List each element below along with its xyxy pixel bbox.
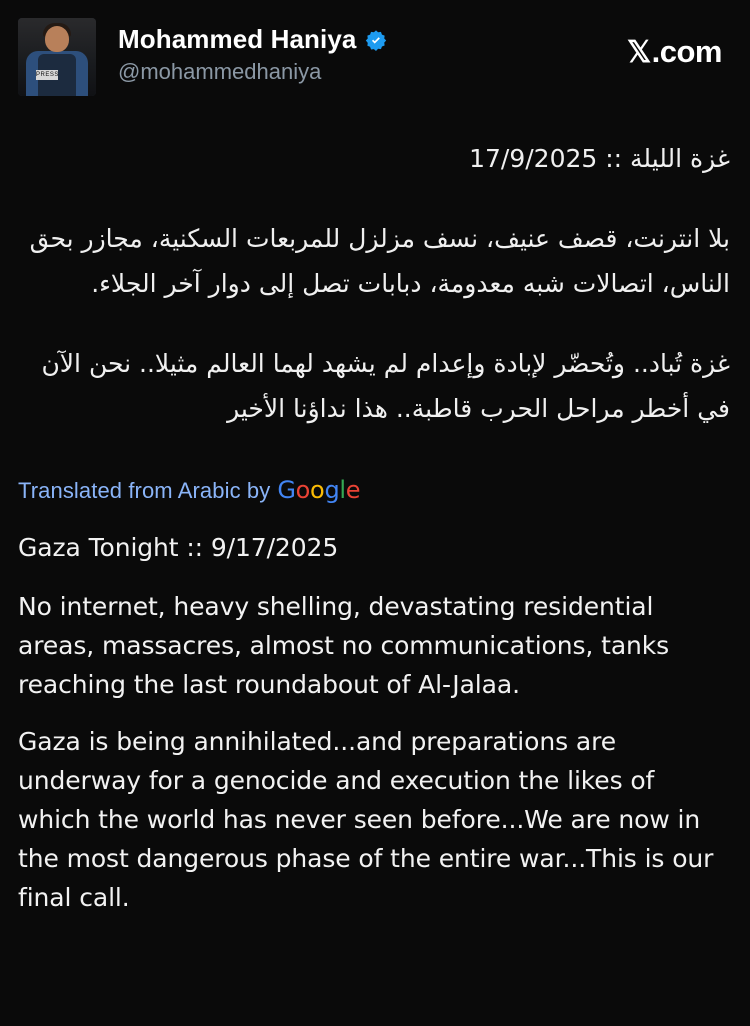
- google-letter-g2: g: [324, 475, 340, 504]
- translation-paragraph-1: No internet, heavy shelling, devastating residential areas, massacres, almost no communications, tanks reaching the last roundabout of Al-Jalaa.: [18, 591, 670, 699]
- avatar[interactable]: [18, 18, 96, 96]
- google-letter-e: e: [345, 475, 361, 504]
- google-letter-o2: o: [310, 475, 325, 504]
- x-com-brand: [627, 18, 730, 70]
- google-logo: [277, 476, 360, 504]
- post-header: [0, 0, 750, 106]
- profile-name-block: [118, 18, 627, 85]
- x-logo-icon: 𝕏: [626, 35, 651, 69]
- verified-badge-icon: [365, 29, 387, 51]
- arabic-paragraph-1: بلا انترنت، قصف عنيف، نسف مزلزل للمربعات السكنية، مجازر بحق الناس، اتصالات شبه معدومة، دبابات تصل إلى دوار آخر الجلاء.: [29, 223, 730, 298]
- arabic-heading: غزة الليلة :: 17/9/2025: [469, 144, 730, 173]
- display-name[interactable]: Mohammed Haniya: [118, 24, 357, 54]
- translated-by-banner[interactable]: [0, 476, 750, 504]
- x-domain-suffix: .com: [651, 34, 722, 69]
- google-letter-o1: o: [295, 475, 311, 504]
- avatar-press-label: PRESS: [36, 72, 59, 78]
- post-body-arabic: [0, 136, 750, 432]
- translation-paragraph-2: Gaza is being annihilated...and preparations are underway for a genocide and execution the likes of which the world has never seen before...We are now in the most dangerous phase of the entire war...This is our final call.: [18, 726, 714, 912]
- arabic-paragraph-2: غزة تُباد.. وتُحضّر لإبادة وإعدام لم يشهد لهما العالم مثيلا.. نحن الآن في أخطر مراحل الحرب قاطبة.. هذا نداؤنا الأخير: [41, 348, 730, 423]
- post-body-translation: [0, 528, 750, 917]
- google-letter-g: G: [277, 475, 296, 504]
- profile-handle[interactable]: @mohammedhaniya: [118, 59, 322, 84]
- google-letter-l: l: [339, 475, 346, 504]
- display-name-row: [118, 24, 627, 55]
- translated-by-label: Translated from Arabic by: [18, 477, 271, 503]
- avatar-head: [45, 26, 69, 52]
- translation-heading: Gaza Tonight :: 9/17/2025: [18, 532, 339, 562]
